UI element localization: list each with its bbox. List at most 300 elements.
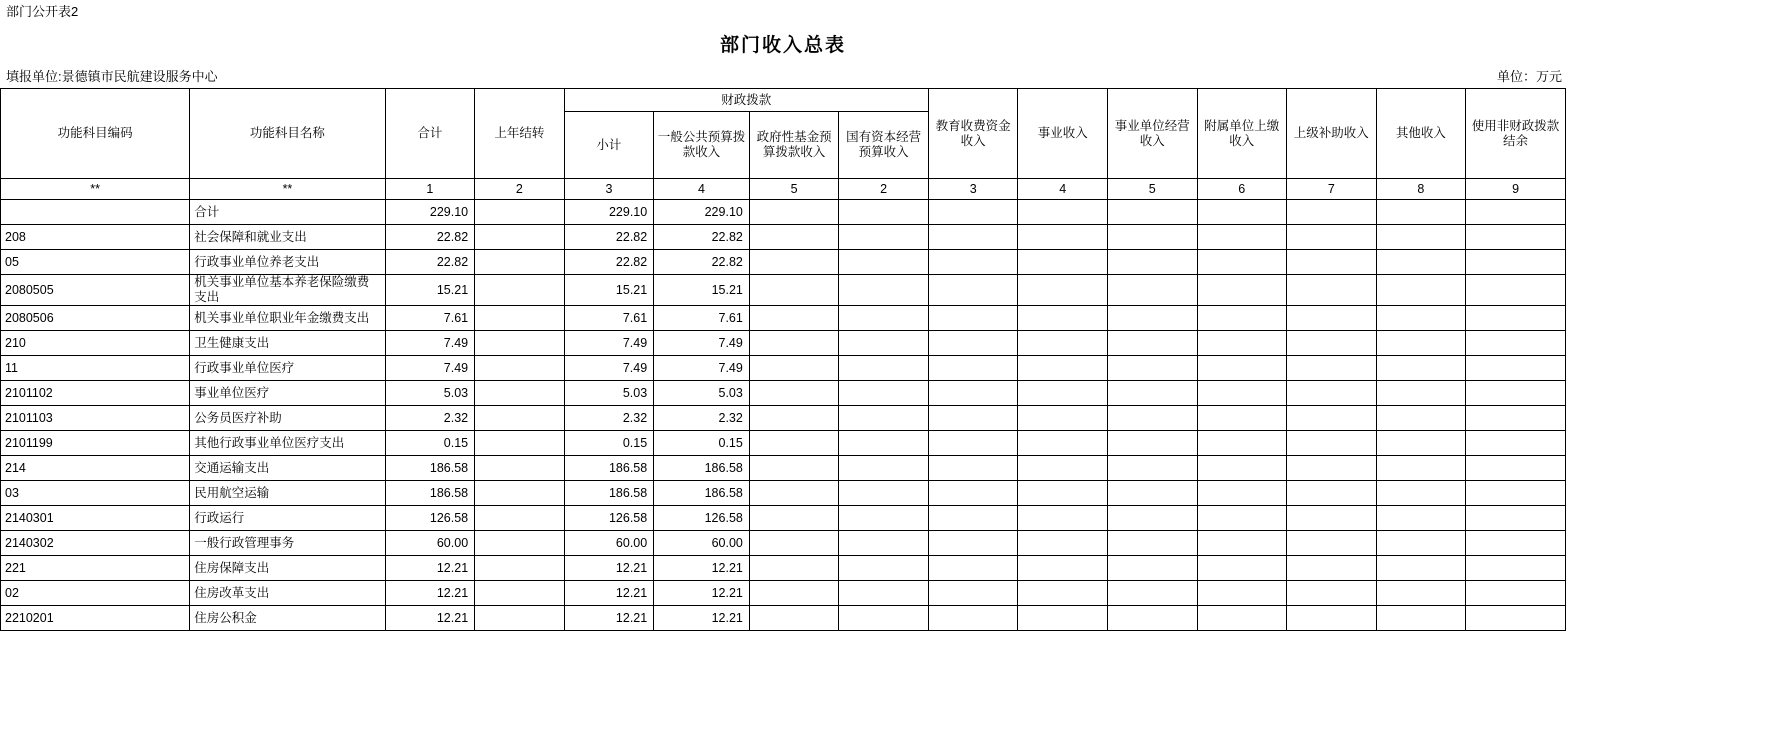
cell-subtotal: 22.82 bbox=[564, 250, 654, 275]
cell-total: 5.03 bbox=[385, 381, 475, 406]
cell-business bbox=[1018, 456, 1108, 481]
cell-statecap bbox=[839, 306, 929, 331]
cell-functional-code bbox=[1, 200, 190, 225]
cell-functional-code: 2140302 bbox=[1, 531, 190, 556]
cell-statecap bbox=[839, 431, 929, 456]
cell-general: 186.58 bbox=[654, 481, 750, 506]
colnum-0: ** bbox=[1, 179, 190, 200]
cell-nonfiscal bbox=[1466, 406, 1566, 431]
cell-total: 22.82 bbox=[385, 225, 475, 250]
cell-functional-code: 03 bbox=[1, 481, 190, 506]
cell-functional-code: 2101199 bbox=[1, 431, 190, 456]
cell-general: 5.03 bbox=[654, 381, 750, 406]
cell-edufee bbox=[928, 331, 1018, 356]
cell-edufee bbox=[928, 481, 1018, 506]
table-row bbox=[1, 225, 1566, 250]
page-title: 部门收入总表 bbox=[719, 35, 846, 56]
cell-subordinate bbox=[1197, 275, 1287, 306]
cell-nonfiscal bbox=[1466, 356, 1566, 381]
cell-other bbox=[1376, 506, 1466, 531]
income-summary-table bbox=[0, 88, 1566, 631]
colnum-3: 2 bbox=[475, 179, 565, 200]
cell-superior bbox=[1287, 306, 1377, 331]
th-superior-subsidy-income: 上级补助收入 bbox=[1287, 89, 1377, 179]
cell-total: 7.49 bbox=[385, 331, 475, 356]
th-business-income: 事业收入 bbox=[1018, 89, 1108, 179]
cell-nonfiscal bbox=[1466, 306, 1566, 331]
cell-nonfiscal bbox=[1466, 250, 1566, 275]
cell-general: 12.21 bbox=[654, 606, 750, 631]
cell-functional-code: 2210201 bbox=[1, 606, 190, 631]
cell-general: 60.00 bbox=[654, 531, 750, 556]
unit-label: 单位：万元 bbox=[1496, 69, 1562, 84]
cell-total: 229.10 bbox=[385, 200, 475, 225]
cell-operating bbox=[1107, 306, 1197, 331]
cell-carryover bbox=[475, 456, 565, 481]
cell-edufee bbox=[928, 275, 1018, 306]
cell-carryover bbox=[475, 481, 565, 506]
th-state-capital-budget-income: 国有资本经营预算收入 bbox=[839, 112, 929, 179]
cell-govfund bbox=[749, 275, 839, 306]
colnum-10: 5 bbox=[1107, 179, 1197, 200]
cell-subordinate bbox=[1197, 406, 1287, 431]
cell-statecap bbox=[839, 406, 929, 431]
colnum-12: 7 bbox=[1287, 179, 1377, 200]
cell-operating bbox=[1107, 481, 1197, 506]
cell-business bbox=[1018, 275, 1108, 306]
cell-other bbox=[1376, 456, 1466, 481]
cell-functional-name: 社会保障和就业支出 bbox=[190, 225, 385, 250]
cell-govfund bbox=[749, 581, 839, 606]
cell-operating bbox=[1107, 381, 1197, 406]
cell-other bbox=[1376, 431, 1466, 456]
cell-statecap bbox=[839, 200, 929, 225]
cell-total: 22.82 bbox=[385, 250, 475, 275]
cell-superior bbox=[1287, 381, 1377, 406]
cell-functional-code: 02 bbox=[1, 581, 190, 606]
cell-business bbox=[1018, 481, 1108, 506]
table-row bbox=[1, 356, 1566, 381]
cell-subordinate bbox=[1197, 250, 1287, 275]
colnum-4: 3 bbox=[564, 179, 654, 200]
cell-total: 7.49 bbox=[385, 356, 475, 381]
cell-subordinate bbox=[1197, 581, 1287, 606]
cell-statecap bbox=[839, 456, 929, 481]
cell-statecap bbox=[839, 331, 929, 356]
cell-general: 2.32 bbox=[654, 406, 750, 431]
cell-statecap bbox=[839, 581, 929, 606]
colnum-1: ** bbox=[190, 179, 385, 200]
th-subtotal: 小计 bbox=[564, 112, 654, 179]
cell-edufee bbox=[928, 431, 1018, 456]
cell-superior bbox=[1287, 506, 1377, 531]
cell-govfund bbox=[749, 556, 839, 581]
cell-total: 186.58 bbox=[385, 456, 475, 481]
table-row bbox=[1, 506, 1566, 531]
cell-edufee bbox=[928, 225, 1018, 250]
cell-nonfiscal bbox=[1466, 481, 1566, 506]
cell-carryover bbox=[475, 406, 565, 431]
cell-other bbox=[1376, 531, 1466, 556]
cell-statecap bbox=[839, 250, 929, 275]
cell-functional-name: 一般行政管理事务 bbox=[190, 531, 385, 556]
cell-govfund bbox=[749, 331, 839, 356]
reporting-unit-label: 填报单位:景德镇市民航建设服务中心 bbox=[6, 69, 218, 84]
cell-govfund bbox=[749, 381, 839, 406]
cell-nonfiscal bbox=[1466, 606, 1566, 631]
cell-superior bbox=[1287, 331, 1377, 356]
cell-operating bbox=[1107, 581, 1197, 606]
cell-business bbox=[1018, 250, 1108, 275]
cell-operating bbox=[1107, 506, 1197, 531]
cell-general: 0.15 bbox=[654, 431, 750, 456]
cell-business bbox=[1018, 581, 1108, 606]
cell-edufee bbox=[928, 531, 1018, 556]
cell-general: 186.58 bbox=[654, 456, 750, 481]
cell-functional-code: 214 bbox=[1, 456, 190, 481]
cell-functional-code: 11 bbox=[1, 356, 190, 381]
cell-operating bbox=[1107, 531, 1197, 556]
cell-subtotal: 186.58 bbox=[564, 481, 654, 506]
cell-functional-code: 210 bbox=[1, 331, 190, 356]
cell-general: 12.21 bbox=[654, 556, 750, 581]
cell-carryover bbox=[475, 581, 565, 606]
cell-business bbox=[1018, 356, 1108, 381]
cell-superior bbox=[1287, 456, 1377, 481]
cell-functional-code: 2080506 bbox=[1, 306, 190, 331]
cell-other bbox=[1376, 556, 1466, 581]
th-fiscal-appropriation-group: 财政拨款 bbox=[564, 89, 928, 112]
th-nonfiscal-balance: 使用非财政拨款结余 bbox=[1466, 89, 1566, 179]
th-business-unit-operating-income: 事业单位经营收入 bbox=[1107, 89, 1197, 179]
colnum-9: 4 bbox=[1018, 179, 1108, 200]
colnum-8: 3 bbox=[928, 179, 1018, 200]
cell-subtotal: 229.10 bbox=[564, 200, 654, 225]
cell-operating bbox=[1107, 406, 1197, 431]
cell-govfund bbox=[749, 225, 839, 250]
table-row bbox=[1, 200, 1566, 225]
cell-subtotal: 15.21 bbox=[564, 275, 654, 306]
cell-business bbox=[1018, 506, 1108, 531]
cell-business bbox=[1018, 531, 1108, 556]
cell-carryover bbox=[475, 606, 565, 631]
table-row bbox=[1, 606, 1566, 631]
form-number-label: 部门公开表2 bbox=[6, 4, 79, 19]
cell-superior bbox=[1287, 250, 1377, 275]
cell-total: 12.21 bbox=[385, 606, 475, 631]
cell-subtotal: 7.49 bbox=[564, 331, 654, 356]
cell-general: 12.21 bbox=[654, 581, 750, 606]
cell-statecap bbox=[839, 506, 929, 531]
cell-govfund bbox=[749, 356, 839, 381]
cell-statecap bbox=[839, 556, 929, 581]
cell-govfund bbox=[749, 406, 839, 431]
cell-carryover bbox=[475, 431, 565, 456]
cell-govfund bbox=[749, 456, 839, 481]
cell-total: 7.61 bbox=[385, 306, 475, 331]
cell-carryover bbox=[475, 306, 565, 331]
colnum-7: 2 bbox=[839, 179, 929, 200]
cell-nonfiscal bbox=[1466, 225, 1566, 250]
cell-nonfiscal bbox=[1466, 456, 1566, 481]
cell-govfund bbox=[749, 200, 839, 225]
cell-operating bbox=[1107, 275, 1197, 306]
cell-nonfiscal bbox=[1466, 275, 1566, 306]
cell-subtotal: 5.03 bbox=[564, 381, 654, 406]
cell-subordinate bbox=[1197, 431, 1287, 456]
table-row bbox=[1, 381, 1566, 406]
cell-edufee bbox=[928, 306, 1018, 331]
cell-subtotal: 12.21 bbox=[564, 581, 654, 606]
meta-row bbox=[0, 66, 1566, 84]
th-education-fee-income: 教育收费资金收入 bbox=[928, 89, 1018, 179]
cell-functional-name: 行政运行 bbox=[190, 506, 385, 531]
cell-operating bbox=[1107, 250, 1197, 275]
cell-subordinate bbox=[1197, 306, 1287, 331]
table-row bbox=[1, 531, 1566, 556]
cell-superior bbox=[1287, 531, 1377, 556]
cell-statecap bbox=[839, 606, 929, 631]
cell-business bbox=[1018, 431, 1108, 456]
cell-other bbox=[1376, 275, 1466, 306]
cell-total: 15.21 bbox=[385, 275, 475, 306]
cell-functional-code: 221 bbox=[1, 556, 190, 581]
cell-carryover bbox=[475, 275, 565, 306]
cell-subtotal: 7.61 bbox=[564, 306, 654, 331]
cell-nonfiscal bbox=[1466, 431, 1566, 456]
cell-edufee bbox=[928, 200, 1018, 225]
colnum-14: 9 bbox=[1466, 179, 1566, 200]
colnum-5: 4 bbox=[654, 179, 750, 200]
cell-statecap bbox=[839, 531, 929, 556]
cell-subtotal: 126.58 bbox=[564, 506, 654, 531]
cell-superior bbox=[1287, 406, 1377, 431]
cell-edufee bbox=[928, 250, 1018, 275]
cell-business bbox=[1018, 331, 1108, 356]
cell-nonfiscal bbox=[1466, 200, 1566, 225]
cell-superior bbox=[1287, 275, 1377, 306]
cell-functional-name: 行政事业单位医疗 bbox=[190, 356, 385, 381]
cell-total: 60.00 bbox=[385, 531, 475, 556]
cell-business bbox=[1018, 606, 1108, 631]
cell-superior bbox=[1287, 356, 1377, 381]
cell-subordinate bbox=[1197, 556, 1287, 581]
cell-edufee bbox=[928, 356, 1018, 381]
cell-business bbox=[1018, 556, 1108, 581]
cell-functional-code: 2101102 bbox=[1, 381, 190, 406]
cell-business bbox=[1018, 225, 1108, 250]
cell-edufee bbox=[928, 506, 1018, 531]
cell-general: 7.61 bbox=[654, 306, 750, 331]
cell-nonfiscal bbox=[1466, 506, 1566, 531]
table-row bbox=[1, 331, 1566, 356]
cell-functional-code: 2140301 bbox=[1, 506, 190, 531]
cell-subtotal: 22.82 bbox=[564, 225, 654, 250]
table-row bbox=[1, 456, 1566, 481]
cell-edufee bbox=[928, 556, 1018, 581]
cell-govfund bbox=[749, 606, 839, 631]
cell-subtotal: 0.15 bbox=[564, 431, 654, 456]
cell-subtotal: 7.49 bbox=[564, 356, 654, 381]
cell-subtotal: 186.58 bbox=[564, 456, 654, 481]
cell-edufee bbox=[928, 406, 1018, 431]
cell-statecap bbox=[839, 381, 929, 406]
cell-operating bbox=[1107, 356, 1197, 381]
cell-govfund bbox=[749, 531, 839, 556]
table-row bbox=[1, 406, 1566, 431]
table-header-row-1 bbox=[1, 89, 1566, 112]
table-row bbox=[1, 431, 1566, 456]
cell-subordinate bbox=[1197, 456, 1287, 481]
cell-other bbox=[1376, 331, 1466, 356]
cell-subordinate bbox=[1197, 531, 1287, 556]
table-row bbox=[1, 556, 1566, 581]
cell-govfund bbox=[749, 481, 839, 506]
cell-operating bbox=[1107, 431, 1197, 456]
cell-business bbox=[1018, 406, 1108, 431]
cell-general: 7.49 bbox=[654, 331, 750, 356]
table-row bbox=[1, 581, 1566, 606]
th-functional-name: 功能科目名称 bbox=[190, 89, 385, 179]
cell-functional-name: 行政事业单位养老支出 bbox=[190, 250, 385, 275]
cell-general: 22.82 bbox=[654, 250, 750, 275]
cell-operating bbox=[1107, 225, 1197, 250]
cell-carryover bbox=[475, 531, 565, 556]
cell-carryover bbox=[475, 556, 565, 581]
cell-functional-name: 其他行政事业单位医疗支出 bbox=[190, 431, 385, 456]
table-row bbox=[1, 250, 1566, 275]
colnum-2: 1 bbox=[385, 179, 475, 200]
cell-total: 2.32 bbox=[385, 406, 475, 431]
cell-other bbox=[1376, 200, 1466, 225]
cell-edufee bbox=[928, 381, 1018, 406]
th-other-income: 其他收入 bbox=[1376, 89, 1466, 179]
cell-functional-name: 住房公积金 bbox=[190, 606, 385, 631]
column-number-row bbox=[1, 179, 1566, 200]
cell-subordinate bbox=[1197, 225, 1287, 250]
cell-edufee bbox=[928, 456, 1018, 481]
cell-functional-name: 民用航空运输 bbox=[190, 481, 385, 506]
cell-superior bbox=[1287, 581, 1377, 606]
cell-govfund bbox=[749, 506, 839, 531]
cell-carryover bbox=[475, 356, 565, 381]
table-row bbox=[1, 306, 1566, 331]
cell-functional-name: 事业单位医疗 bbox=[190, 381, 385, 406]
cell-superior bbox=[1287, 481, 1377, 506]
cell-subordinate bbox=[1197, 481, 1287, 506]
cell-total: 12.21 bbox=[385, 556, 475, 581]
colnum-6: 5 bbox=[749, 179, 839, 200]
table-row bbox=[1, 481, 1566, 506]
cell-carryover bbox=[475, 331, 565, 356]
colnum-13: 8 bbox=[1376, 179, 1466, 200]
cell-total: 126.58 bbox=[385, 506, 475, 531]
cell-other bbox=[1376, 356, 1466, 381]
cell-statecap bbox=[839, 356, 929, 381]
cell-functional-name: 机关事业单位基本养老保险缴费支出 bbox=[190, 275, 385, 306]
cell-subordinate bbox=[1197, 506, 1287, 531]
cell-carryover bbox=[475, 200, 565, 225]
cell-other bbox=[1376, 381, 1466, 406]
th-gov-fund-appropriation: 政府性基金预算拨款收入 bbox=[749, 112, 839, 179]
cell-total: 186.58 bbox=[385, 481, 475, 506]
cell-subtotal: 12.21 bbox=[564, 606, 654, 631]
cell-subtotal: 12.21 bbox=[564, 556, 654, 581]
cell-govfund bbox=[749, 250, 839, 275]
cell-functional-name: 机关事业单位职业年金缴费支出 bbox=[190, 306, 385, 331]
cell-statecap bbox=[839, 275, 929, 306]
cell-nonfiscal bbox=[1466, 331, 1566, 356]
table-row bbox=[1, 275, 1566, 306]
cell-subordinate bbox=[1197, 606, 1287, 631]
cell-other bbox=[1376, 581, 1466, 606]
cell-general: 229.10 bbox=[654, 200, 750, 225]
cell-operating bbox=[1107, 456, 1197, 481]
cell-functional-name: 住房保障支出 bbox=[190, 556, 385, 581]
cell-carryover bbox=[475, 506, 565, 531]
cell-functional-name: 合计 bbox=[190, 200, 385, 225]
cell-total: 0.15 bbox=[385, 431, 475, 456]
cell-other bbox=[1376, 225, 1466, 250]
cell-statecap bbox=[839, 481, 929, 506]
cell-general: 7.49 bbox=[654, 356, 750, 381]
cell-functional-name: 交通运输支出 bbox=[190, 456, 385, 481]
cell-nonfiscal bbox=[1466, 381, 1566, 406]
cell-functional-name: 住房改革支出 bbox=[190, 581, 385, 606]
cell-other bbox=[1376, 306, 1466, 331]
cell-superior bbox=[1287, 556, 1377, 581]
cell-subordinate bbox=[1197, 356, 1287, 381]
cell-business bbox=[1018, 306, 1108, 331]
cell-superior bbox=[1287, 200, 1377, 225]
cell-other bbox=[1376, 406, 1466, 431]
cell-total: 12.21 bbox=[385, 581, 475, 606]
cell-nonfiscal bbox=[1466, 531, 1566, 556]
cell-edufee bbox=[928, 581, 1018, 606]
cell-general: 22.82 bbox=[654, 225, 750, 250]
cell-carryover bbox=[475, 250, 565, 275]
th-carryover: 上年结转 bbox=[475, 89, 565, 179]
cell-functional-code: 2101103 bbox=[1, 406, 190, 431]
cell-superior bbox=[1287, 225, 1377, 250]
cell-operating bbox=[1107, 200, 1197, 225]
cell-operating bbox=[1107, 331, 1197, 356]
cell-nonfiscal bbox=[1466, 581, 1566, 606]
th-general-budget-appropriation: 一般公共预算拨款收入 bbox=[654, 112, 750, 179]
cell-functional-name: 公务员医疗补助 bbox=[190, 406, 385, 431]
cell-superior bbox=[1287, 606, 1377, 631]
cell-govfund bbox=[749, 306, 839, 331]
colnum-11: 6 bbox=[1197, 179, 1287, 200]
cell-general: 15.21 bbox=[654, 275, 750, 306]
cell-functional-code: 208 bbox=[1, 225, 190, 250]
cell-govfund bbox=[749, 431, 839, 456]
cell-nonfiscal bbox=[1466, 556, 1566, 581]
cell-business bbox=[1018, 200, 1108, 225]
table-body bbox=[1, 200, 1566, 631]
th-functional-code: 功能科目编码 bbox=[1, 89, 190, 179]
cell-other bbox=[1376, 606, 1466, 631]
cell-superior bbox=[1287, 431, 1377, 456]
cell-subordinate bbox=[1197, 381, 1287, 406]
cell-operating bbox=[1107, 606, 1197, 631]
cell-subordinate bbox=[1197, 200, 1287, 225]
cell-other bbox=[1376, 481, 1466, 506]
cell-other bbox=[1376, 250, 1466, 275]
cell-carryover bbox=[475, 381, 565, 406]
cell-business bbox=[1018, 381, 1108, 406]
cell-subordinate bbox=[1197, 331, 1287, 356]
